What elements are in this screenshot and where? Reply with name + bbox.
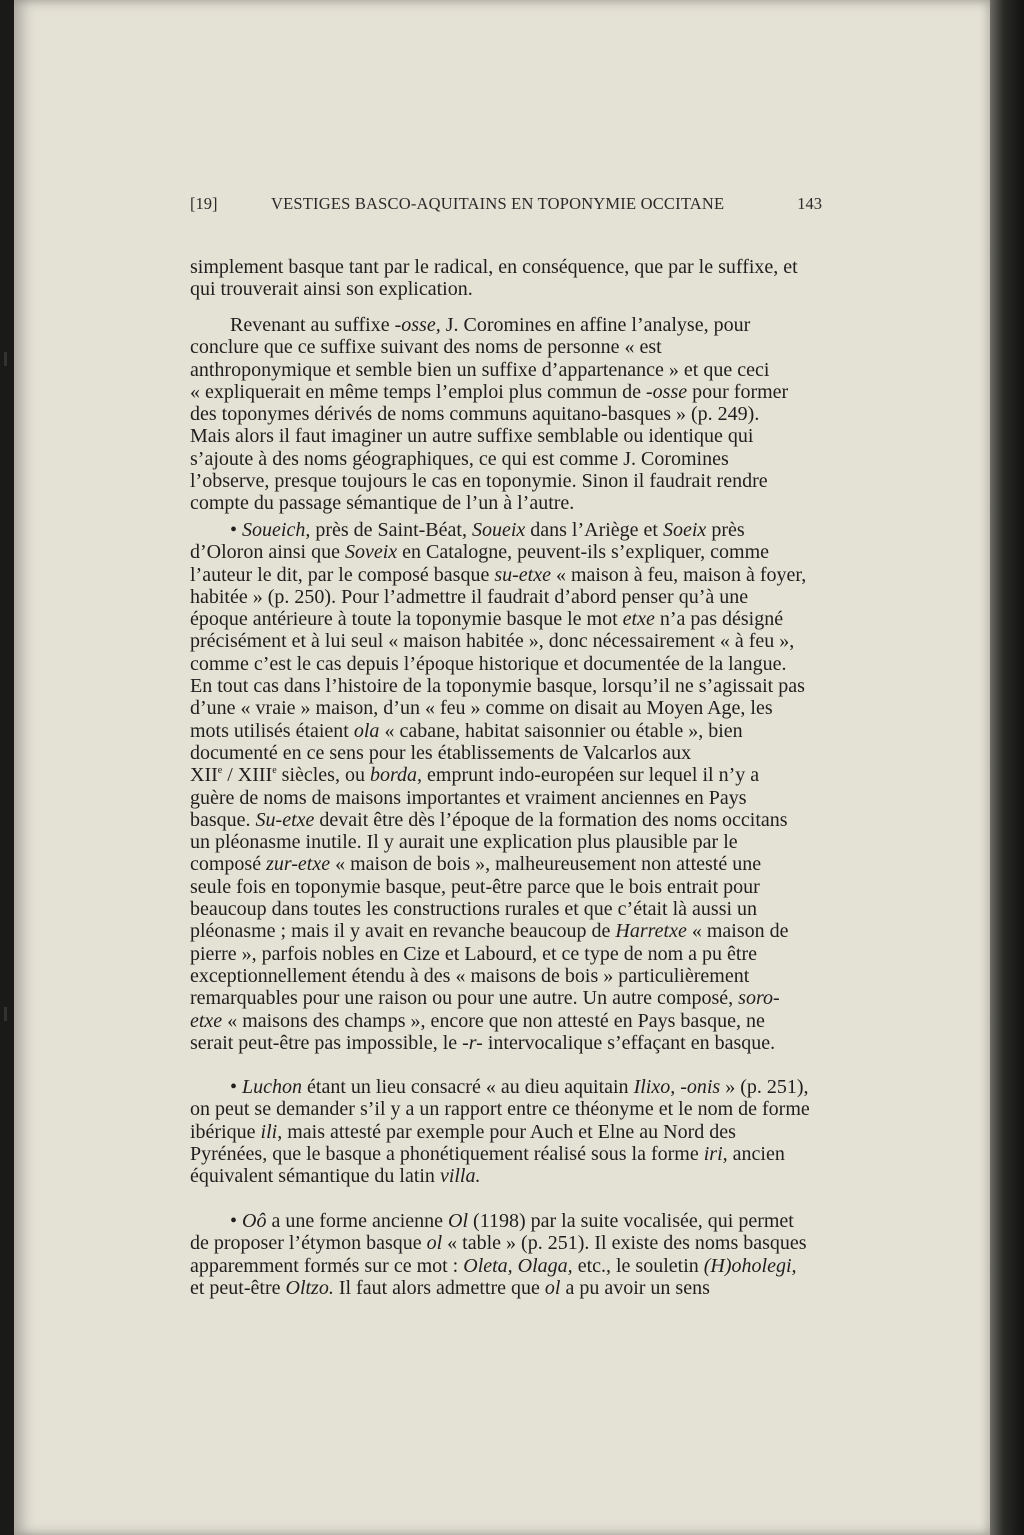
italic-term: etxe (190, 1009, 223, 1032)
text-run: Il faut alors admettre que (333, 1276, 545, 1299)
text-line (190, 653, 822, 675)
text-run: on peut se demander s’il y a un rapport entre ce théonyme et le nom de forme (190, 1098, 810, 1121)
text-run: l’observe, presque toujours le cas en toponymie. Sinon il faudrait rendre (190, 470, 768, 493)
text-line (190, 965, 822, 987)
italic-term: ol (544, 1276, 561, 1299)
section-number: [19] (190, 194, 218, 213)
text-run: En tout cas dans l’histoire de la toponymie basque, lorsqu’il ne s’agissait pas (190, 675, 805, 698)
text-line (190, 1232, 822, 1254)
text-run: conclure que ce suffixe suivant des noms de personne « est (190, 336, 662, 359)
text-run: remarquables pour une raison ou pour une autre. Un autre composé, (190, 987, 739, 1010)
text-line (190, 943, 822, 965)
italic-term: ola (353, 719, 380, 742)
text-run: s’ajoute à des noms géographiques, ce qui est comme J. Coromines (190, 447, 729, 470)
text-line (190, 403, 822, 425)
text-run: ibérique (190, 1120, 261, 1143)
text-run: « table » (p. 251). Il existe des noms basques (442, 1232, 807, 1255)
text-run: intervocalique s’effaçant en basque. (482, 1031, 776, 1054)
text-run: pour former (687, 380, 789, 403)
text-line (190, 630, 822, 652)
text-run: serait peut-être pas impossible, le (190, 1031, 463, 1054)
text-line (190, 697, 822, 719)
text-line (190, 359, 822, 381)
text-run: pierre », parfois nobles en Cize et Labourd, et ce type de nom a pu être (190, 942, 758, 965)
italic-term: -osse, (394, 314, 441, 336)
text-run: apparemment formés sur ce mot : (190, 1254, 464, 1277)
italic-term: zur-etxe (266, 853, 331, 876)
text-line (190, 519, 822, 541)
text-run: près de Saint-Béat, (310, 519, 472, 541)
text-run: « maisons des champs », encore que non attesté en Pays basque, ne (222, 1009, 765, 1032)
text-run: Revenant au suffixe (230, 314, 395, 336)
text-line (190, 853, 822, 875)
text-run: seule fois en toponymie basque, peut-être parce que le bois entrait pour (190, 875, 760, 898)
text-run: pléonasme ; mais il y avait en revanche beaucoup de (190, 920, 616, 943)
italic-term: Soeix (663, 519, 707, 541)
text-run: compte du passage sémantique de l’un à l’autre. (190, 492, 575, 515)
italic-term: Ilixo, -onis (633, 1076, 721, 1098)
text-run: n’a pas désigné (654, 608, 784, 631)
italic-term: Oô (242, 1210, 267, 1232)
text-run: « maison de bois », malheureusement non attesté une (330, 853, 762, 876)
italic-term: su-etxe (494, 563, 551, 586)
text-run: comme c’est le cas depuis l’époque historique et documentée de la langue. (190, 652, 787, 675)
text-line (190, 920, 822, 942)
text-run: composé (190, 853, 267, 876)
text-run: époque antérieure à toute la toponymie basque le mot (190, 608, 623, 631)
text-run: dans l’Ariège et (525, 519, 663, 541)
text-line (190, 470, 822, 492)
text-run: Mais alors il faut imaginer un autre suffixe semblable ou identique qui (190, 425, 754, 448)
text-run: habitée » (p. 250). Pour l’admettre il faudrait d’abord penser qu’à une (190, 585, 749, 608)
text-run: devait être dès l’époque de la formation des noms occitans (314, 808, 788, 831)
text-run: guère de noms de maisons importantes et vraiment anciennes en Pays (190, 786, 747, 809)
text-run: ancien (727, 1142, 785, 1165)
text-run: exceptionnellement étendu à des « maisons de bois » particulièrement (190, 964, 750, 987)
text-run: • (230, 1210, 243, 1232)
text-run: J. Coromines en affine l’analyse, pour (440, 314, 751, 336)
text-run: mais attesté par exemple pour Auch et Elne au Nord des (282, 1120, 736, 1143)
text-run: • (230, 1076, 243, 1098)
text-line (190, 1032, 822, 1054)
text-line (190, 1121, 822, 1143)
text-line (190, 898, 822, 920)
text-line (190, 1098, 822, 1120)
text-line (190, 608, 822, 630)
text-line (190, 1010, 822, 1032)
italic-term: Ol (448, 1210, 469, 1232)
text-run: basque. (190, 808, 256, 831)
italic-term: Soueich, (242, 519, 311, 541)
text-run: un pléonasme inutile. Il y aurait une explication plus plausible par le (190, 831, 738, 854)
italic-term: Soueix (471, 519, 526, 541)
text-run: e (217, 765, 223, 777)
running-header (190, 194, 822, 216)
text-run: et peut-être (190, 1276, 286, 1299)
text-line (190, 586, 822, 608)
text-run: XII (190, 764, 218, 787)
running-title: VESTIGES BASCO-AQUITAINS EN TOPONYMIE OCCITANE (271, 194, 725, 213)
text-line (190, 381, 822, 403)
paragraph (190, 519, 822, 1054)
italic-term: ili, (260, 1120, 283, 1143)
text-line (190, 1255, 822, 1277)
italic-term: borda, (369, 764, 423, 787)
text-run: simplement basque tant par le radical, en conséquence, que par le suffixe, et (190, 256, 798, 278)
page-edge (990, 0, 1024, 1535)
text-run: / XIII (222, 764, 273, 787)
text-run: siècles, ou (276, 764, 370, 787)
text-line (190, 1076, 822, 1098)
text-line (190, 278, 822, 300)
text-run: « maison à feu, maison à foyer, (550, 563, 807, 586)
text-run: anthroponymique et semble bien un suffixe d’appartenance » et que ceci (190, 358, 770, 381)
italic-term: iri, (703, 1142, 728, 1165)
text-run: beaucoup dans toutes les constructions rurales et que c’était là aussi un (190, 898, 758, 921)
paragraph (190, 314, 822, 515)
text-run: (1198) par la suite vocalisée, qui permet (468, 1210, 794, 1232)
italic-term: (H)oholegi, (703, 1254, 797, 1277)
italic-term: -osse (646, 380, 688, 403)
text-line (190, 809, 822, 831)
margin-mark (4, 1007, 7, 1021)
text-run: étant un lieu consacré « au dieu aquitain (302, 1076, 634, 1098)
italic-term: ol (426, 1232, 443, 1255)
text-line (190, 764, 822, 786)
text-line (190, 256, 822, 278)
text-run: « maison de (686, 920, 789, 943)
margin-mark (4, 352, 7, 366)
text-run: a une forme ancienne (266, 1210, 449, 1232)
text-run: e (272, 765, 277, 777)
paragraph (190, 256, 822, 301)
italic-term: Soveix (344, 541, 398, 564)
text-run: de proposer l’étymon basque (190, 1232, 427, 1255)
text-line (190, 675, 822, 697)
text-run: a pu avoir un sens (560, 1276, 710, 1299)
page-number: 143 (797, 194, 822, 213)
text-run: d’Oloron ainsi que (190, 541, 345, 564)
italic-term: Oltzo. (285, 1276, 334, 1299)
text-run: précisément et à lui seul « maison habitée », donc nécessairement « à feu », (190, 630, 795, 653)
text-line (190, 1143, 822, 1165)
text-line (190, 876, 822, 898)
text-run: etc., le souletin (572, 1254, 704, 1277)
text-line (190, 1165, 822, 1187)
text-run: emprunt indo-européen sur lequel il n’y a (422, 764, 760, 787)
text-line (190, 492, 822, 514)
text-run: qui trouverait ainsi son explication. (190, 278, 473, 301)
text-line (190, 787, 822, 809)
text-line (190, 564, 822, 586)
italic-term: -r- (462, 1031, 483, 1054)
italic-term: etxe (622, 608, 655, 631)
text-line (190, 425, 822, 447)
text-line (190, 448, 822, 470)
italic-term: Harretxe (615, 920, 687, 943)
text-line (190, 720, 822, 742)
text-run: » (p. 251), (720, 1076, 809, 1098)
text-line (190, 987, 822, 1009)
text-line (190, 314, 822, 336)
italic-term: Oleta, Olaga, (463, 1254, 573, 1277)
text-run: Pyrénées, que le basque a phonétiquement réalisé sous la forme (190, 1142, 704, 1165)
text-line (190, 1210, 822, 1232)
text-line (190, 742, 822, 764)
text-run: mots utilisés étaient (190, 719, 354, 742)
paragraph (190, 1076, 822, 1187)
text-run: « expliquerait en même temps l’emploi plus commun de (190, 380, 647, 403)
paragraph (190, 1210, 822, 1299)
text-line (190, 336, 822, 358)
text-line (190, 541, 822, 563)
text-line (190, 831, 822, 853)
text-run: l’auteur le dit, par le composé basque (190, 563, 495, 586)
text-run: d’une « vraie » maison, d’un « feu » comme on disait au Moyen Age, les (190, 697, 773, 720)
text-run: documenté en ce sens pour les établissements de Valcarlos aux (190, 741, 692, 764)
text-run: des toponymes dérivés de noms communs aquitano-basques » (p. 249). (190, 403, 760, 426)
text-run: en Catalogne, peuvent-ils s’expliquer, comme (397, 541, 770, 564)
text-run: « cabane, habitat saisonnier ou étable », bien (379, 719, 743, 742)
text-line (190, 1277, 822, 1299)
italic-term: villa. (439, 1165, 481, 1188)
text-run: équivalent sémantique du latin (190, 1165, 440, 1188)
italic-term: soro- (738, 987, 780, 1010)
italic-term: Luchon (242, 1076, 303, 1098)
text-run: • (230, 519, 243, 541)
italic-term: Su-etxe (255, 808, 315, 831)
text-run: près (706, 519, 745, 541)
